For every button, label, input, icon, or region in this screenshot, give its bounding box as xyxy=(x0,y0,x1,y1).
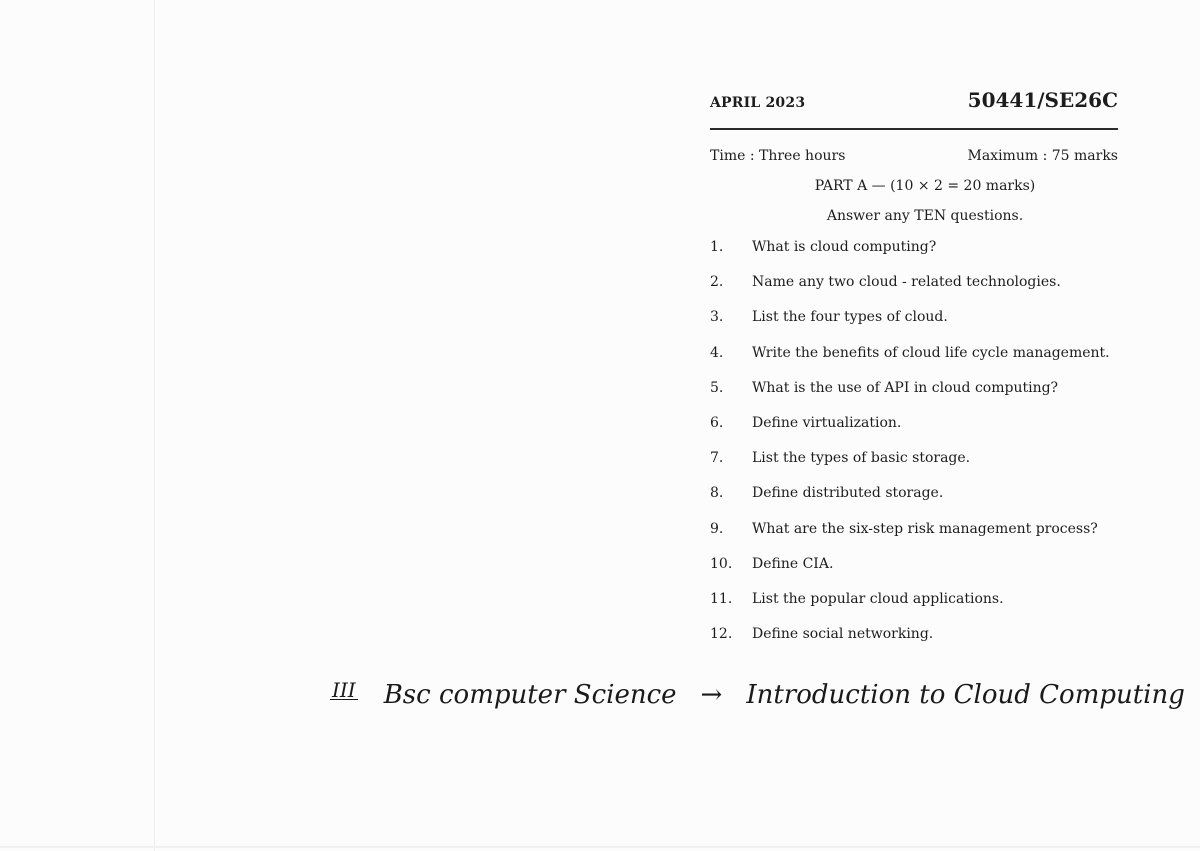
part-title: PART A — (10 × 2 = 20 marks) xyxy=(814,178,1036,194)
scan-edge-bottom-line xyxy=(0,846,1200,848)
question-number: 3. xyxy=(710,309,724,326)
scan-edge-line xyxy=(154,0,155,851)
question-number: 12. xyxy=(710,626,733,643)
handwritten-course: Bsc computer Science xyxy=(383,680,677,710)
question-number: 10. xyxy=(710,555,733,572)
question-number: 4. xyxy=(710,344,724,361)
question-text: Name any two cloud - related technologies. xyxy=(752,274,1061,291)
exam-code: 50441/SE26C xyxy=(967,88,1118,112)
time-marks-row xyxy=(710,148,1118,164)
question-text: What is cloud computing? xyxy=(752,239,937,255)
question-text: Define CIA. xyxy=(752,555,834,572)
question-item xyxy=(710,379,1118,414)
question-item xyxy=(710,449,1118,484)
question-item xyxy=(710,555,1118,590)
question-number: 11. xyxy=(710,590,733,607)
handwritten-semester-mark: III xyxy=(332,678,356,702)
handwritten-arrow: → xyxy=(700,680,723,710)
question-number: 7. xyxy=(710,450,724,467)
question-item xyxy=(710,273,1118,308)
question-text: List the popular cloud applications. xyxy=(752,590,1004,607)
question-text: List the types of basic storage. xyxy=(752,450,971,467)
question-number: 1. xyxy=(710,239,724,255)
question-text: Define social networking. xyxy=(752,626,934,643)
question-item xyxy=(710,520,1118,555)
exam-paper xyxy=(710,88,1118,660)
handwritten-subject: Introduction to Cloud Computing xyxy=(746,680,1185,710)
question-item xyxy=(710,344,1118,379)
question-item xyxy=(710,484,1118,519)
question-item xyxy=(710,590,1118,625)
question-number: 6. xyxy=(710,414,724,431)
question-item xyxy=(710,308,1118,343)
question-number: 9. xyxy=(710,520,724,537)
exam-month: APRIL 2023 xyxy=(710,95,806,111)
header-rule xyxy=(710,128,1118,130)
instruction: Answer any TEN questions. xyxy=(826,208,1024,224)
handwritten-note xyxy=(330,678,1185,740)
question-number: 5. xyxy=(710,379,724,396)
exam-max-marks: Maximum : 75 marks xyxy=(967,148,1118,164)
question-list xyxy=(710,238,1118,660)
question-item xyxy=(710,238,1118,273)
question-number: 8. xyxy=(710,485,724,502)
question-text: What is the use of API in cloud computing? xyxy=(752,379,1059,396)
question-text: List the four types of cloud. xyxy=(752,309,948,326)
question-text: Define virtualization. xyxy=(752,414,902,431)
question-text: Define distributed storage. xyxy=(752,485,944,502)
exam-header xyxy=(710,88,1118,124)
question-item xyxy=(710,414,1118,449)
exam-time: Time : Three hours xyxy=(710,148,846,164)
question-number: 2. xyxy=(710,274,724,291)
question-item xyxy=(710,625,1118,660)
question-text: Write the benefits of cloud life cycle management. xyxy=(752,344,1110,361)
question-text: What are the six-step risk management process? xyxy=(752,520,1098,537)
